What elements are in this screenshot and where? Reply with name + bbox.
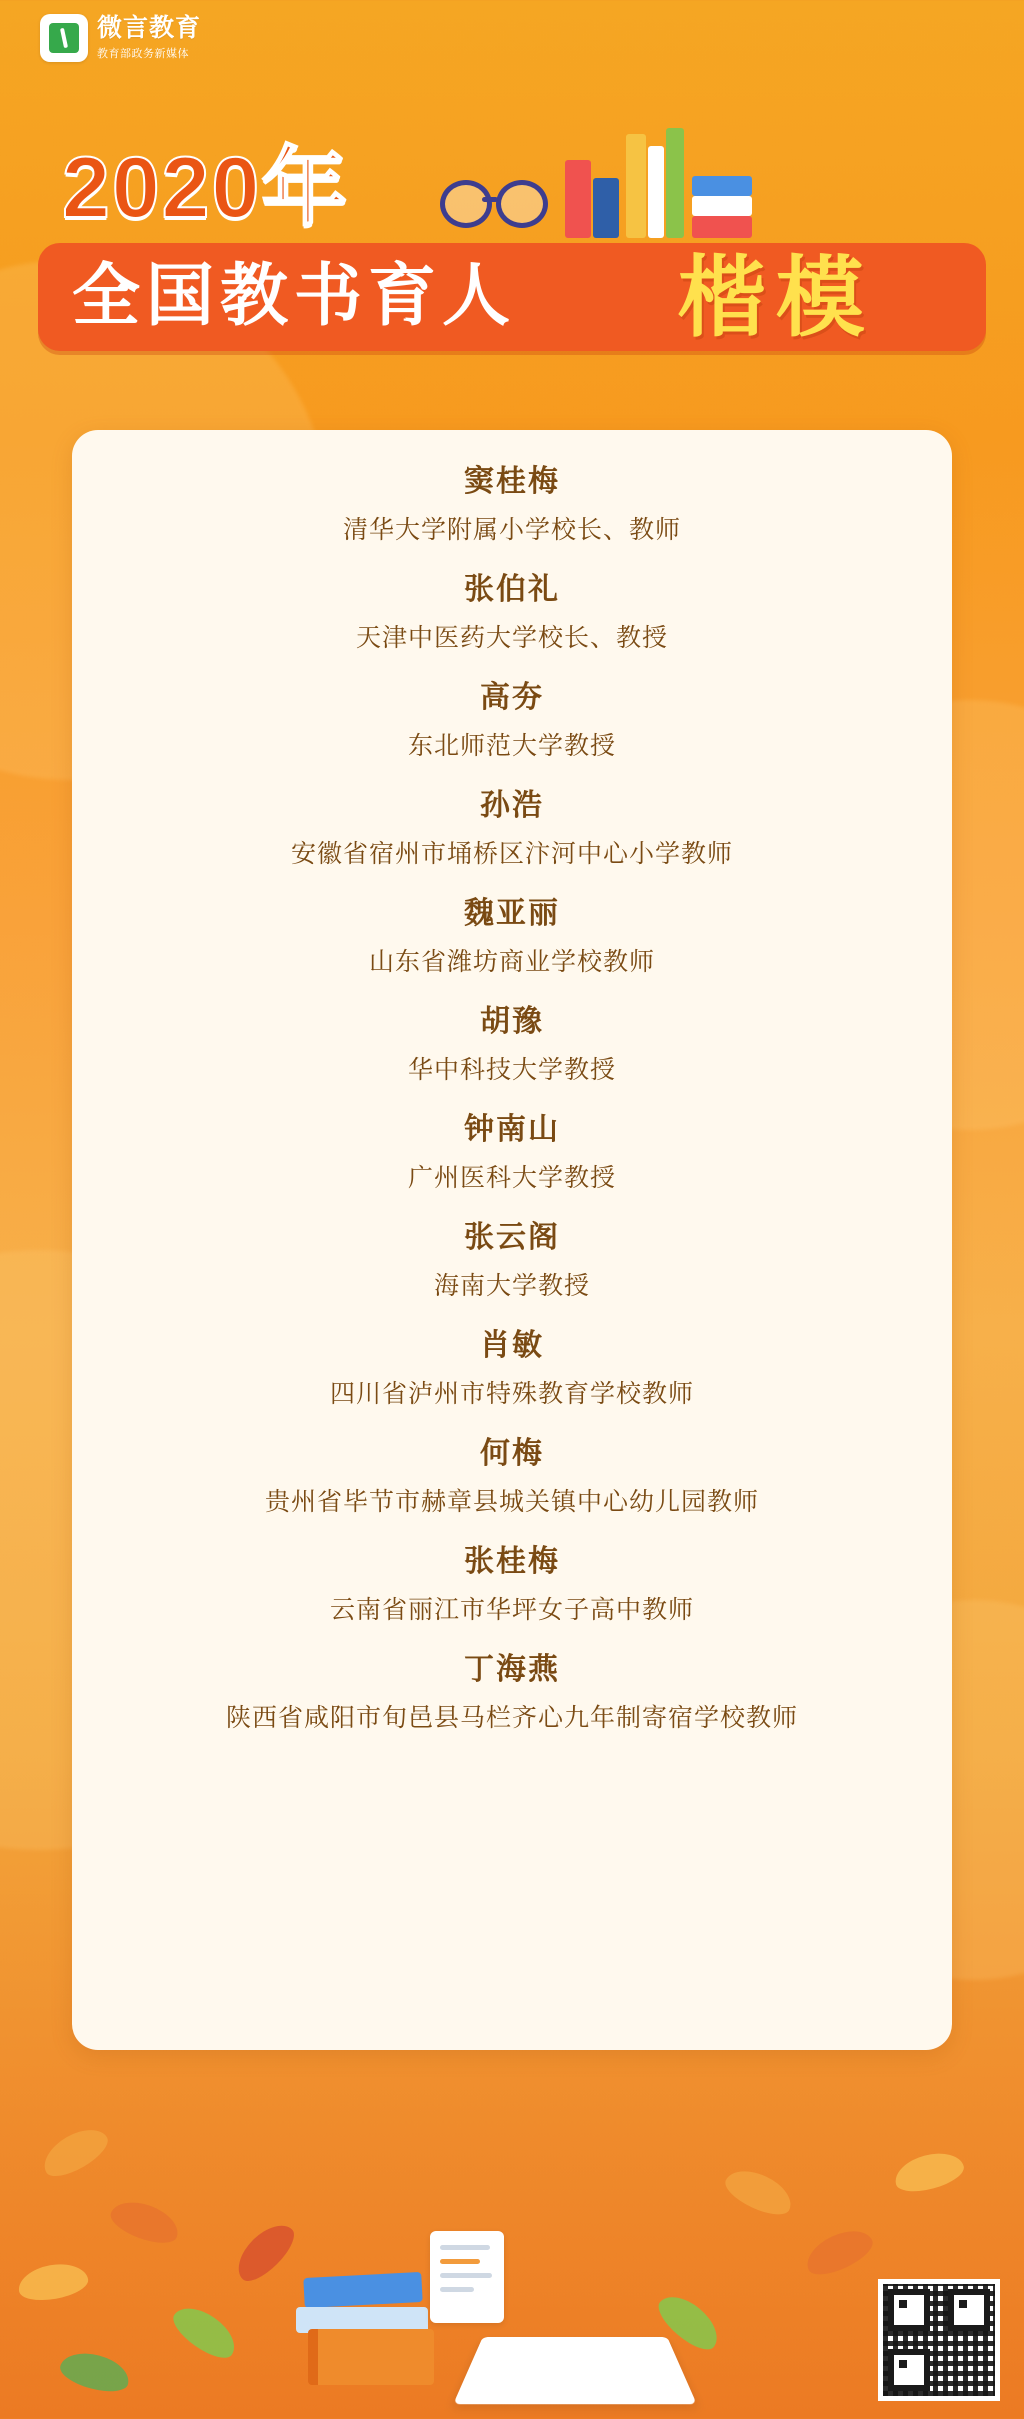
- logo-sub-text: 教育部政务新媒体: [97, 47, 189, 60]
- logo-main-text: 微言教育: [97, 14, 202, 43]
- title-main: 全国教书育人: [72, 257, 517, 336]
- leaf-icon: [36, 2120, 114, 2184]
- honoree-title: 云南省丽江市华坪女子高中教师: [329, 1595, 694, 1624]
- honoree-entry: [72, 778, 952, 874]
- honoree-name: 胡豫: [480, 1004, 544, 1039]
- leaf-icon: [800, 2222, 878, 2282]
- honoree-entry: [72, 454, 952, 550]
- honoree-name: 丁海燕: [464, 1652, 560, 1687]
- honoree-entry: [72, 1534, 952, 1630]
- year-label: 2020年: [62, 140, 350, 236]
- honoree-name: 张伯礼: [464, 572, 560, 607]
- honoree-title: 广州医科大学教授: [407, 1163, 616, 1192]
- honoree-entry: [72, 1318, 952, 1414]
- honoree-name: 何梅: [480, 1436, 544, 1471]
- honoree-entry: [72, 1426, 952, 1522]
- honoree-list-card: [72, 430, 952, 2050]
- honoree-title: 华中科技大学教授: [407, 1055, 616, 1084]
- honoree-title: 四川省泸州市特殊教育学校教师: [329, 1379, 694, 1408]
- honoree-name: 孙浩: [480, 788, 544, 823]
- title-accent: 楷模: [678, 245, 875, 349]
- leaf-icon: [40, 14, 88, 62]
- books-icon: [430, 108, 850, 238]
- honoree-entry: [72, 1210, 952, 1306]
- honoree-entry: [72, 1102, 952, 1198]
- leaf-icon: [891, 2147, 967, 2198]
- leaf-icon: [57, 2347, 133, 2398]
- honoree-title: 清华大学附属小学校长、教师: [342, 515, 681, 544]
- leaf-icon: [16, 2259, 91, 2305]
- honoree-title: 天津中医药大学校长、教授: [355, 623, 668, 652]
- honoree-title: 海南大学教授: [433, 1271, 590, 1300]
- honoree-title: 安徽省宿州市埇桥区汴河中心小学教师: [290, 839, 733, 868]
- qr-code-icon[interactable]: [878, 2279, 1000, 2401]
- glasses-icon: [440, 186, 550, 228]
- honoree-entry: [72, 994, 952, 1090]
- honoree-name: 张桂梅: [464, 1544, 560, 1579]
- honoree-title: 山东省潍坊商业学校教师: [368, 947, 655, 976]
- honoree-entry: [72, 886, 952, 982]
- honoree-entry: [72, 1642, 952, 1738]
- honoree-title: 东北师范大学教授: [407, 731, 616, 760]
- leaf-icon: [106, 2194, 183, 2250]
- honoree-entry: [72, 670, 952, 766]
- honoree-entry: [72, 562, 952, 658]
- open-book-icon: [453, 2337, 697, 2404]
- brand-logo: [40, 14, 201, 62]
- leaf-icon: [167, 2298, 244, 2366]
- honoree-name: 窦桂梅: [464, 464, 560, 499]
- leaf-icon: [720, 2162, 798, 2222]
- honoree-name: 魏亚丽: [464, 896, 560, 931]
- honoree-name: 张云阁: [464, 1220, 560, 1255]
- document-icon: [430, 2231, 504, 2323]
- honoree-name: 钟南山: [464, 1112, 560, 1147]
- honoree-name: 肖敏: [480, 1328, 544, 1363]
- honoree-name: 高夯: [480, 680, 544, 715]
- honoree-title: 贵州省毕节市赫章县城关镇中心幼儿园教师: [264, 1487, 759, 1516]
- footer-decoration: [0, 2049, 1024, 2419]
- honoree-title: 陕西省咸阳市旬邑县马栏齐心九年制寄宿学校教师: [225, 1703, 798, 1732]
- title-banner: [38, 243, 986, 351]
- poster-header: [0, 108, 1024, 398]
